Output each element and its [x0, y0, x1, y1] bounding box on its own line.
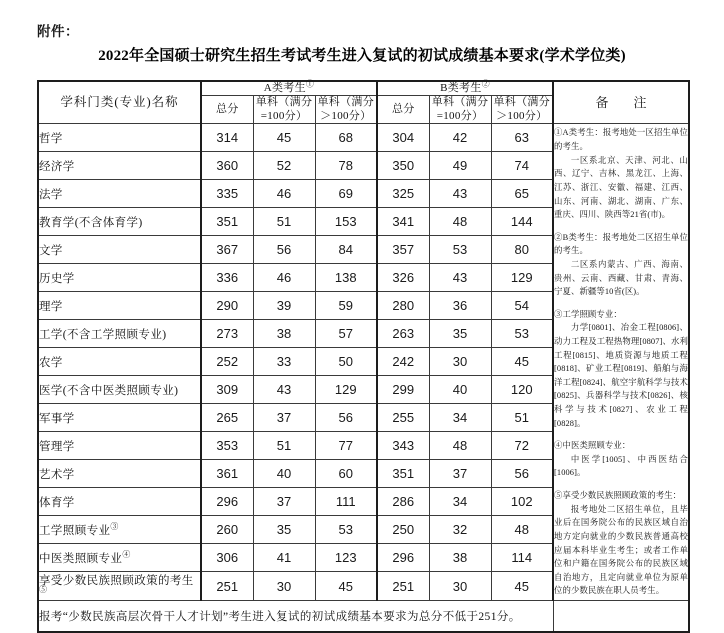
subject-name-label: 文学 [39, 244, 63, 257]
cell-b-single-100: 32 [429, 516, 491, 544]
subject-superscript: ④ [122, 549, 131, 559]
cell-b-single-over100: 54 [491, 292, 553, 320]
remark-spacer [554, 222, 688, 231]
cell-b-single-over100: 114 [491, 544, 553, 572]
subject-name-label: 理学 [39, 300, 63, 313]
remark-note4-head: ④中医类照顾专业： [554, 441, 631, 451]
subject-name-cell [38, 292, 201, 320]
subject-name-cell [38, 264, 201, 292]
cell-b-single-100: 35 [429, 320, 491, 348]
subject-name-label: 管理学 [39, 440, 75, 453]
cell-b-total: 343 [377, 432, 429, 460]
cell-b-single-over100: 45 [491, 348, 553, 376]
cell-b-single-100: 43 [429, 180, 491, 208]
cell-a-single-over100: 78 [315, 152, 377, 180]
remark-note2-head: ②B类考生：报考地处二区招生单位的考生。 [554, 232, 689, 256]
cell-b-total: 299 [377, 376, 429, 404]
header-b-single-over100-line2: ＞100分） [496, 109, 548, 122]
cell-b-single-over100: 120 [491, 376, 553, 404]
subject-name-cell [38, 320, 201, 348]
subject-superscript: ③ [110, 521, 119, 531]
header-a-single-over100-line2: ＞100分） [320, 109, 372, 122]
cell-b-total: 357 [377, 236, 429, 264]
cell-b-single-100: 37 [429, 460, 491, 488]
header-remark-column: 备 注 [553, 81, 689, 124]
cell-a-single-100: 30 [253, 572, 315, 601]
footer-note-cell: 报考“少数民族高层次骨干人才计划”考生进入复试的初试成绩基本要求为总分不低于251分。 [38, 601, 553, 633]
cell-a-single-over100: 129 [315, 376, 377, 404]
remarks-cell [553, 124, 689, 601]
subject-name-label: 哲学 [39, 132, 63, 145]
cell-a-total: 335 [201, 180, 253, 208]
subject-superscript: ⑤ [39, 585, 48, 595]
cell-b-total: 325 [377, 180, 429, 208]
cell-a-single-over100: 69 [315, 180, 377, 208]
cell-a-total: 252 [201, 348, 253, 376]
cell-b-single-100: 40 [429, 376, 491, 404]
subject-name-cell [38, 152, 201, 180]
cell-b-single-over100: 129 [491, 264, 553, 292]
subject-name-cell [38, 516, 201, 544]
cell-a-single-over100: 153 [315, 208, 377, 236]
cell-b-single-100: 34 [429, 404, 491, 432]
table-footer-row [38, 601, 689, 633]
cell-a-single-100: 40 [253, 460, 315, 488]
subject-name-label: 中医类照顾专业 [39, 552, 123, 565]
cell-a-total: 265 [201, 404, 253, 432]
header-a-total: 总分 [201, 96, 253, 124]
cell-a-single-over100: 57 [315, 320, 377, 348]
subject-name-cell [38, 124, 201, 152]
subject-name-label: 农学 [39, 356, 63, 369]
cell-a-total: 361 [201, 460, 253, 488]
cell-a-single-100: 46 [253, 264, 315, 292]
cell-a-single-100: 41 [253, 544, 315, 572]
cell-a-single-over100: 59 [315, 292, 377, 320]
cell-a-single-100: 38 [253, 320, 315, 348]
remark-note5-head: ⑤享受少数民族照顾政策的考生： [554, 491, 682, 501]
cell-a-single-over100: 111 [315, 488, 377, 516]
header-a-single-100 [253, 96, 315, 124]
header-a-single-over100-line1: 单科（满分 [317, 96, 374, 109]
cell-a-total: 251 [201, 572, 253, 601]
cell-a-total: 306 [201, 544, 253, 572]
cell-b-total: 250 [377, 516, 429, 544]
header-a-single-100-line1: 单科（满分 [255, 96, 313, 109]
cell-a-single-100: 51 [253, 208, 315, 236]
cell-a-single-100: 33 [253, 348, 315, 376]
header-b-total: 总分 [377, 96, 429, 124]
remark-spacer [554, 299, 688, 308]
remark-note1-head: ①A类考生：报考地处一区招生单位的考生。 [554, 128, 689, 152]
subject-name-label: 历史学 [39, 272, 75, 285]
header-b-single-over100-line1: 单科（满分 [493, 96, 551, 109]
remark-note1-body: 一区系北京、天津、河北、山西、辽宁、吉林、黑龙江、上海、江苏、浙江、安徽、福建、江西、山东、河南、湖北、湖南、广东、重庆、四川、陕西等21省(市)。 [554, 155, 689, 220]
subject-name-cell [38, 544, 201, 572]
cell-a-single-100: 37 [253, 488, 315, 516]
subject-name-cell [38, 376, 201, 404]
header-group-a [201, 81, 377, 96]
remark-spacer [554, 480, 688, 489]
cell-a-single-over100: 60 [315, 460, 377, 488]
cell-b-single-100: 34 [429, 488, 491, 516]
cell-a-total: 309 [201, 376, 253, 404]
cell-a-total: 260 [201, 516, 253, 544]
cell-b-total: 286 [377, 488, 429, 516]
subject-name-label: 法学 [39, 188, 63, 201]
cell-b-total: 255 [377, 404, 429, 432]
cell-a-single-over100: 56 [315, 404, 377, 432]
cell-a-single-over100: 53 [315, 516, 377, 544]
header-group-a-label: A类考生 [263, 82, 306, 94]
cell-b-single-over100: 144 [491, 208, 553, 236]
cell-a-single-over100: 68 [315, 124, 377, 152]
cell-a-total: 290 [201, 292, 253, 320]
cell-a-total: 336 [201, 264, 253, 292]
table-row [38, 124, 689, 152]
cell-b-total: 326 [377, 264, 429, 292]
subject-name-cell [38, 460, 201, 488]
header-subject-column: 学科门类(专业)名称 [38, 81, 201, 124]
cell-a-total: 296 [201, 488, 253, 516]
header-b-single-100-line2: =100分） [436, 109, 484, 122]
subject-name-cell [38, 236, 201, 264]
cell-b-single-over100: 102 [491, 488, 553, 516]
cell-a-total: 273 [201, 320, 253, 348]
header-group-b-superscript: ② [481, 79, 490, 89]
cell-b-single-over100: 80 [491, 236, 553, 264]
cell-b-single-100: 30 [429, 348, 491, 376]
cell-a-single-over100: 77 [315, 432, 377, 460]
cell-b-single-over100: 51 [491, 404, 553, 432]
score-requirements-table [37, 80, 690, 633]
header-group-b [377, 81, 553, 96]
subject-name-cell [38, 348, 201, 376]
score-table-container [37, 80, 688, 633]
header-b-single-100-line1: 单科（满分 [431, 96, 489, 109]
subject-name-label: 医学(不含中医类照顾专业) [39, 384, 179, 397]
subject-name-cell [38, 180, 201, 208]
cell-a-single-100: 51 [253, 432, 315, 460]
cell-b-total: 296 [377, 544, 429, 572]
table-header [38, 81, 689, 124]
subject-name-label: 工学(不含工学照顾专业) [39, 328, 167, 341]
cell-a-single-over100: 138 [315, 264, 377, 292]
cell-b-single-over100: 45 [491, 572, 553, 601]
cell-b-single-100: 53 [429, 236, 491, 264]
cell-b-single-100: 42 [429, 124, 491, 152]
subject-name-label: 体育学 [39, 496, 75, 509]
cell-b-single-100: 38 [429, 544, 491, 572]
cell-b-single-over100: 48 [491, 516, 553, 544]
table-body [38, 124, 689, 633]
cell-b-total: 280 [377, 292, 429, 320]
cell-b-single-100: 48 [429, 432, 491, 460]
cell-b-single-over100: 53 [491, 320, 553, 348]
subject-name-cell [38, 572, 201, 601]
cell-b-total: 351 [377, 460, 429, 488]
subject-name-label: 军事学 [39, 412, 75, 425]
subject-name-label: 工学照顾专业 [39, 524, 111, 537]
cell-b-single-over100: 63 [491, 124, 553, 152]
cell-a-total: 353 [201, 432, 253, 460]
cell-b-total: 251 [377, 572, 429, 601]
cell-a-single-over100: 50 [315, 348, 377, 376]
header-group-b-label: B类考生 [440, 82, 482, 94]
cell-a-single-100: 43 [253, 376, 315, 404]
cell-b-single-over100: 56 [491, 460, 553, 488]
remark-note3-body: 力学[0801]、冶金工程[0806]、动力工程及工程热物理[0807]、水利工程[0815]、地质资源与地质工程[0818]、矿业工程[0819]、船舶与海洋工程[0824]、航空宇航科学与技术[0825]、兵器科学与技术[0826]、核科学与技术[0827]、农业工程[0828]。 [554, 323, 689, 428]
header-a-single-over100 [315, 96, 377, 124]
header-b-single-over100 [491, 96, 553, 124]
cell-b-total: 341 [377, 208, 429, 236]
cell-a-single-over100: 84 [315, 236, 377, 264]
cell-a-single-100: 37 [253, 404, 315, 432]
cell-b-single-100: 36 [429, 292, 491, 320]
header-row-top [38, 81, 689, 96]
cell-a-single-100: 46 [253, 180, 315, 208]
header-group-a-superscript: ① [305, 79, 315, 89]
cell-b-single-over100: 74 [491, 152, 553, 180]
cell-a-total: 351 [201, 208, 253, 236]
subject-name-cell [38, 404, 201, 432]
cell-a-single-100: 45 [253, 124, 315, 152]
remark-note5-body: 报考地处二区招生单位，且毕业后在国务院公布的民族区域自治地方定向就业的少数民族普通高校应届本科毕业生考生；或者工作单位和户籍在国务院公布的民族区域自治地方，且定向就业单位为原单位的少数民族在职人员考生。 [554, 504, 689, 596]
subject-name-label: 艺术学 [39, 468, 75, 481]
remark-note3-head: ③工学照顾专业： [554, 309, 622, 319]
attachment-label: 附件： [37, 24, 79, 39]
cell-a-single-100: 35 [253, 516, 315, 544]
cell-a-single-100: 56 [253, 236, 315, 264]
subject-name-label: 教育学(不含体育学) [39, 216, 143, 229]
subject-name-label: 享受少数民族照顾政策的考生 [39, 575, 194, 588]
remark-note2-body: 二区系内蒙古、广西、海南、贵州、云南、西藏、甘肃、青海、宁夏、新疆等10省(区)。 [554, 259, 689, 297]
cell-b-single-100: 43 [429, 264, 491, 292]
cell-a-total: 314 [201, 124, 253, 152]
cell-b-single-100: 48 [429, 208, 491, 236]
cell-b-single-100: 49 [429, 152, 491, 180]
cell-b-single-100: 30 [429, 572, 491, 601]
cell-b-total: 350 [377, 152, 429, 180]
cell-b-single-over100: 65 [491, 180, 553, 208]
subject-name-cell [38, 488, 201, 516]
cell-b-total: 242 [377, 348, 429, 376]
cell-b-total: 304 [377, 124, 429, 152]
header-b-single-100 [429, 96, 491, 124]
cell-a-total: 360 [201, 152, 253, 180]
cell-a-single-100: 52 [253, 152, 315, 180]
cell-a-single-over100: 45 [315, 572, 377, 601]
remark-spacer [554, 430, 688, 439]
cell-a-single-100: 39 [253, 292, 315, 320]
cell-b-total: 263 [377, 320, 429, 348]
subject-name-cell [38, 432, 201, 460]
page-title: 2022年全国硕士研究生招生考试考生进入复试的初试成绩基本要求(学术学位类) [98, 48, 626, 64]
subject-name-cell [38, 208, 201, 236]
cell-a-total: 367 [201, 236, 253, 264]
remark-note4-body: 中医学[1005]、中西医结合[1006]。 [554, 454, 689, 478]
cell-a-single-over100: 123 [315, 544, 377, 572]
cell-b-single-over100: 72 [491, 432, 553, 460]
subject-name-label: 经济学 [39, 160, 75, 173]
header-a-single-100-line2: =100分） [260, 109, 308, 122]
